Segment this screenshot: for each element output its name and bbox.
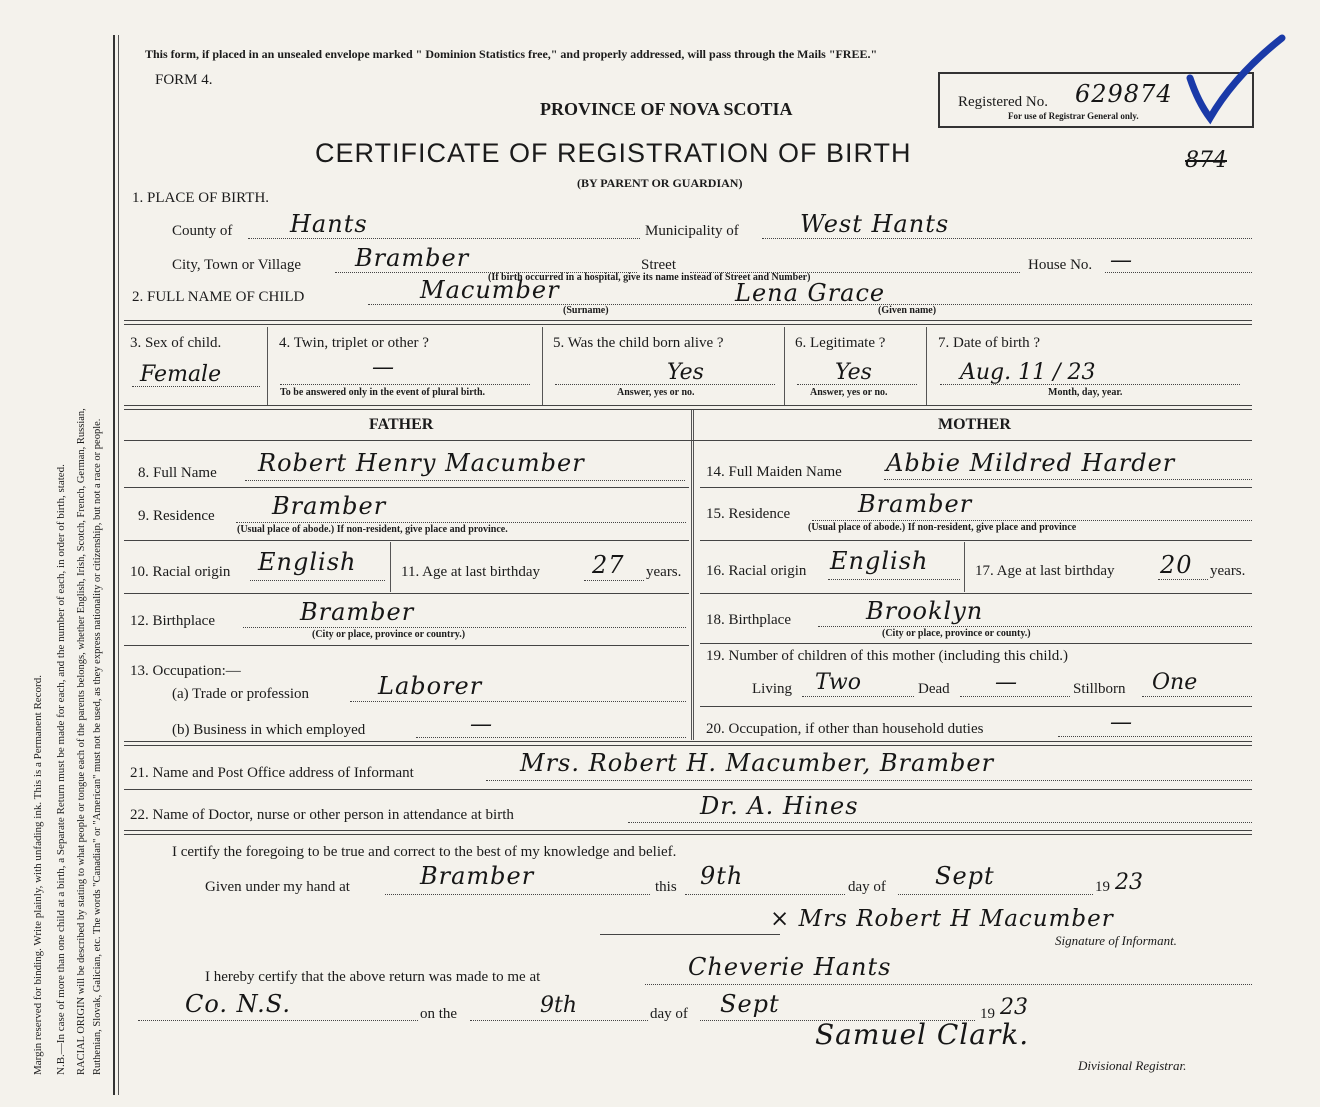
father-racial-divider (390, 542, 391, 592)
father-rule-4 (124, 645, 689, 646)
business-value: — (470, 712, 492, 737)
business-line (416, 737, 686, 738)
date-of-birth-label: 7. Date of birth ? (938, 335, 1041, 351)
surname-caption: (Surname) (563, 305, 609, 316)
hospital-note: (If birth occurred in a hospital, give its name instead of Street and Number) (488, 272, 811, 283)
trade-line (350, 701, 686, 702)
registrar-place-value-2: Co. N.S. (185, 990, 291, 1018)
registrar-place-line (645, 984, 1252, 985)
certification-day-of-label: day of (848, 879, 886, 895)
divider-6-7 (926, 327, 927, 405)
certificate-title: CERTIFICATE OF REGISTRATION OF BIRTH (315, 138, 912, 168)
informant-label: 21. Name and Post Office address of Informant (130, 765, 414, 781)
mother-racial-origin-label: 16. Racial origin (706, 563, 807, 579)
father-birthplace-caption: (City or place, province or country.) (312, 629, 466, 640)
stillborn-line (1142, 696, 1252, 697)
registrar-signature-value: Samuel Clark. (815, 1018, 1030, 1051)
trade-value: Laborer (378, 672, 483, 700)
certification-day-line (685, 894, 845, 895)
certificate-subtitle: (BY PARENT OR GUARDIAN) (577, 176, 743, 190)
father-rule-1 (124, 487, 689, 488)
stillborn-label: Stillborn (1073, 681, 1126, 697)
section-rule-5 (124, 830, 1252, 835)
father-birthplace-label: 12. Birthplace (130, 613, 215, 629)
mother-name-value: Abbie Mildred Harder (886, 449, 1176, 477)
mother-rule-4 (700, 643, 1252, 644)
mother-residence-label: 15. Residence (706, 506, 791, 522)
given-place-value: Bramber (420, 862, 535, 890)
municipality-line (762, 238, 1252, 239)
place-of-birth-heading: 1. PLACE OF BIRTH. (132, 190, 270, 206)
living-value: Two (815, 670, 861, 695)
certification-year-prefix: 19 (1095, 879, 1110, 895)
county-label: County of (172, 223, 233, 239)
house-number-label: House No. (1028, 257, 1093, 273)
living-label: Living (752, 681, 792, 697)
margin-note-racial-origin-2: Ruthenian, Slovak, Galician, etc. The words "Canadian" or "American" must not be used, as they express nationality or citizenship, but not a race or people. (92, 418, 103, 1075)
mother-residence-line (812, 520, 1252, 521)
date-of-birth-value: Aug. 11 / 23 (960, 360, 1096, 385)
informant-line (486, 780, 1252, 781)
section-rule-3 (124, 741, 1252, 746)
registrar-statement: I hereby certify that the above return was made to me at (205, 969, 541, 985)
mother-residence-value: Bramber (858, 490, 973, 518)
registrar-general-note: For use of Registrar General only. (1008, 111, 1139, 121)
father-birthplace-value: Bramber (300, 598, 415, 626)
mother-age-line (1158, 579, 1208, 580)
registrar-place-line-2 (138, 1020, 418, 1021)
certification-month-value: Sept (935, 862, 995, 890)
mother-rule-5 (700, 706, 1252, 707)
father-name-value: Robert Henry Macumber (258, 449, 585, 477)
born-alive-label: 5. Was the child born alive ? (553, 335, 724, 351)
father-residence-caption: (Usual place of abode.) If non-resident, give place and province. (237, 524, 508, 535)
mother-residence-caption: (Usual place of abode.) If non-resident, give place and province (808, 522, 1077, 533)
mother-birthplace-caption: (City or place, province or county.) (882, 628, 1031, 639)
registrar-month-value: Sept (720, 990, 780, 1018)
mother-heading: MOTHER (938, 416, 1011, 433)
registrar-year-value: 23 (1000, 995, 1028, 1020)
mother-birthplace-value: Brooklyn (866, 597, 984, 625)
registrar-caption: Divisional Registrar. (1078, 1058, 1187, 1073)
born-alive-line (555, 384, 775, 385)
father-racial-origin-line (250, 580, 385, 581)
divider-4-5 (542, 327, 543, 405)
registered-label: Registered No. (958, 94, 1048, 110)
mother-age-value: 20 (1160, 551, 1193, 579)
given-under-label: Given under my hand at (205, 879, 350, 895)
father-residence-value: Bramber (272, 492, 387, 520)
legitimate-label: 6. Legitimate ? (795, 335, 886, 351)
form-number: FORM 4. (155, 72, 213, 88)
informant-signature-value: × Mrs Robert H Macumber (770, 906, 1114, 932)
sex-label: 3. Sex of child. (130, 335, 222, 351)
registrar-day-line (470, 1020, 648, 1021)
given-place-line (385, 894, 650, 895)
father-name-label: 8. Full Name (138, 465, 217, 481)
born-alive-caption: Answer, yes or no. (617, 387, 695, 398)
dead-label: Dead (918, 681, 950, 697)
certification-year-value: 23 (1115, 870, 1143, 895)
section-rule-1 (124, 320, 1252, 325)
father-age-label: 11. Age at last birthday (401, 564, 540, 580)
heading-rule (124, 440, 1252, 441)
check-mark-icon (1180, 30, 1290, 125)
divider-5-6 (784, 327, 785, 405)
corner-registration-mark: 874 (1185, 148, 1227, 173)
margin-note-multiple-births: N.B.—In case of more than one child at a birth, a Separate Return must be made for each, and the number of each, in order of birth, stated. (55, 464, 67, 1075)
father-birthplace-line (243, 627, 686, 628)
father-occupation-label: 13. Occupation:— (130, 663, 241, 679)
informant-signature-caption: Signature of Informant. (1055, 933, 1177, 948)
father-racial-origin-label: 10. Racial origin (130, 564, 231, 580)
doctor-value: Dr. A. Hines (700, 792, 859, 820)
registrar-on-the-label: on the (420, 1006, 458, 1022)
certification-statement: I certify the foregoing to be true and correct to the best of my knowledge and belief. (172, 844, 677, 860)
county-line (248, 238, 640, 239)
father-residence-label: 9. Residence (138, 508, 215, 524)
house-number-value: — (1110, 248, 1132, 273)
this-label: this (655, 879, 677, 895)
certification-month-line (898, 894, 1093, 895)
binding-border (113, 35, 115, 1095)
mother-rule-1 (700, 487, 1252, 488)
legitimate-caption: Answer, yes or no. (810, 387, 888, 398)
mother-age-unit: years. (1210, 563, 1246, 579)
twin-value: — (372, 355, 394, 380)
father-age-line (584, 580, 644, 581)
registrar-day-of-label: day of (650, 1006, 688, 1022)
doctor-label: 22. Name of Doctor, nurse or other person in attendance at birth (130, 807, 514, 823)
municipality-label: Municipality of (645, 223, 739, 239)
living-line (802, 696, 914, 697)
child-surname-value: Macumber (420, 276, 560, 304)
father-rule-2 (124, 540, 689, 541)
date-of-birth-caption: Month, day, year. (1048, 387, 1123, 398)
legitimate-value: Yes (835, 360, 872, 385)
mother-occupation-value: — (1110, 710, 1132, 735)
mother-occupation-line (1058, 736, 1252, 737)
mother-birthplace-line (818, 626, 1252, 627)
margin-note-binding: Margin reserved for binding. Write plainly, with unfading ink. This is a Permanent Record. (32, 675, 44, 1075)
twin-label: 4. Twin, triplet or other ? (279, 335, 429, 351)
father-rule-3 (124, 593, 689, 594)
county-value: Hants (290, 210, 368, 238)
father-age-value: 27 (592, 551, 625, 579)
registrar-place-value: Cheverie Hants (688, 953, 892, 981)
certification-day-value: 9th (700, 862, 744, 890)
father-heading: FATHER (369, 416, 434, 433)
mother-racial-origin-line (828, 579, 960, 580)
mother-racial-divider (964, 542, 965, 592)
mother-occupation-label: 20. Occupation, if other than household duties (706, 721, 984, 737)
business-label: (b) Business in which employed (172, 722, 366, 738)
twin-line (280, 384, 530, 385)
trade-label: (a) Trade or profession (172, 686, 310, 702)
margin-note-racial-origin: RACIAL ORIGIN will be described by stating to what people or tongue each of the parents belongs, whether English, Irish, Scotch, French, German, Russian, (76, 408, 87, 1075)
city-value: Bramber (355, 244, 470, 272)
children-count-label: 19. Number of children of this mother (including this child.) (706, 648, 1069, 664)
province-title: PROVINCE OF NOVA SCOTIA (540, 99, 793, 119)
registrar-day-value: 9th (540, 993, 578, 1018)
twin-caption: To be answered only in the event of plural birth. (280, 387, 486, 398)
mother-age-label: 17. Age at last birthday (975, 563, 1115, 579)
informant-signature-line (600, 934, 780, 935)
stillborn-value: One (1152, 670, 1198, 695)
binding-border-inner (118, 35, 119, 1095)
mother-rule-2 (700, 540, 1252, 541)
born-alive-value: Yes (667, 360, 704, 385)
dead-line (960, 696, 1070, 697)
doctor-line (628, 822, 1252, 823)
dead-value: — (995, 670, 1017, 695)
registrar-year-prefix: 19 (980, 1006, 995, 1022)
mailing-notice: This form, if placed in an unsealed envelope marked " Dominion Statistics free," and properly addressed, will pass through the Mails "FREE." (145, 47, 878, 61)
city-label: City, Town or Village (172, 257, 302, 273)
street-label: Street (641, 257, 676, 273)
mother-name-line (884, 479, 1252, 480)
given-name-caption: (Given name) (878, 305, 937, 316)
registered-number: 629874 (1075, 80, 1173, 108)
mother-birthplace-label: 18. Birthplace (706, 612, 791, 628)
father-age-unit: years. (646, 564, 682, 580)
father-name-line (245, 480, 685, 481)
father-residence-line (236, 522, 686, 523)
divider-3-4 (267, 327, 268, 405)
mother-name-label: 14. Full Maiden Name (706, 464, 842, 480)
sex-value: Female (140, 362, 222, 387)
informant-value: Mrs. Robert H. Macumber, Bramber (520, 749, 995, 777)
municipality-value: West Hants (800, 210, 950, 238)
father-mother-divider (691, 410, 694, 740)
section-rule-4 (124, 789, 1252, 790)
father-racial-origin-value: English (258, 548, 357, 576)
child-name-label: 2. FULL NAME OF CHILD (132, 289, 305, 305)
section-rule-2 (124, 405, 1252, 410)
mother-racial-origin-value: English (830, 547, 929, 575)
mother-rule-3 (700, 593, 1252, 594)
child-given-name-value: Lena Grace (735, 279, 886, 307)
